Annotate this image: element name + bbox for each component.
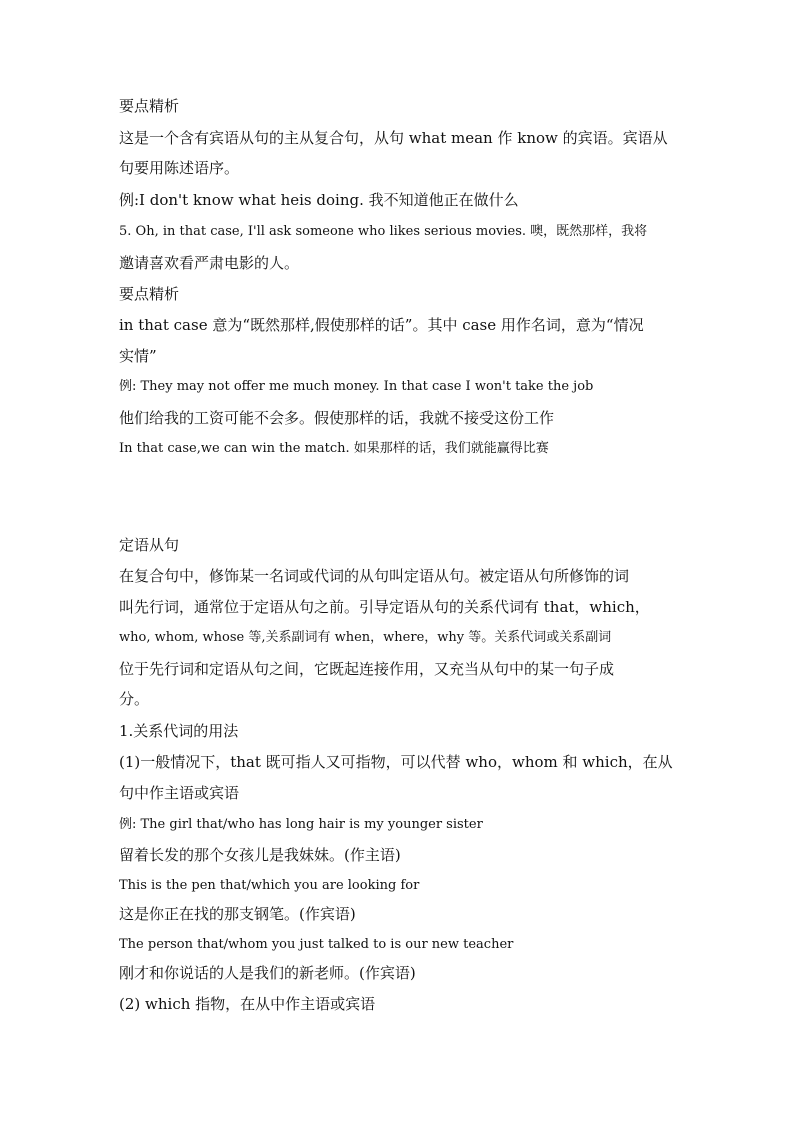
section-heading: 要点精析 <box>119 97 180 115</box>
paragraph-line: 位于先行词和定语从句之间，它既起连接作用，又充当从句中的某一句子成 <box>119 660 615 678</box>
example-sentence: In that case,we can win the match. 如果那样的话，我们就能赢得比赛 <box>119 441 549 456</box>
sentence-translation: 邀请喜欢看严肃电影的人。 <box>119 254 300 272</box>
paragraph-line: 分。 <box>119 690 150 708</box>
section-heading: 要点精析 <box>119 285 180 303</box>
point-line: (2) which 指物，在从中作主语或宾语 <box>119 995 376 1013</box>
paragraph-line: 实情” <box>119 347 157 365</box>
paragraph-line: 这是一个含有宾语从句的主从复合句，从句 what mean 作 know 的宾语。宾语从 <box>119 129 668 147</box>
paragraph-line: who, whom, whose 等,关系副词有 when，where，why 等。关系代词或关系副词 <box>119 630 612 645</box>
example-translation: 刚才和你说话的人是我们的新老师。(作宾语) <box>119 964 416 982</box>
example-sentence: 例:I don't know what heis doing. 我不知道他正在做什么 <box>119 191 519 209</box>
numbered-sentence: 5. Oh, in that case, I'll ask someone who likes serious movies. 噢，既然那样，我将 <box>119 224 648 239</box>
point-line: (1)一般情况下，that 既可指人又可指物，可以代替 who，whom 和 which，在从 <box>119 753 673 771</box>
example-sentence: The person that/whom you just talked to is our new teacher <box>119 937 514 952</box>
section-heading: 定语从句 <box>119 536 180 554</box>
subsection-heading: 1.关系代词的用法 <box>119 722 239 740</box>
example-sentence: 例: They may not offer me much money. In that case I won't take the job <box>119 379 594 394</box>
paragraph-line: in that case 意为“既然那样,假使那样的话”。其中 case 用作名词，意为“情况 <box>119 316 644 334</box>
example-translation: 他们给我的工资可能不会多。假使那样的话，我就不接受这份工作 <box>119 409 555 427</box>
example-sentence: This is the pen that/which you are looking for <box>119 878 420 893</box>
paragraph-line: 句要用陈述语序。 <box>119 159 240 177</box>
paragraph-line: 叫先行词，通常位于定语从句之前。引导定语从句的关系代词有 that，which， <box>119 598 650 616</box>
point-line: 句中作主语或宾语 <box>119 784 240 802</box>
example-translation: 留着长发的那个女孩儿是我妹妹。(作主语) <box>119 846 401 864</box>
paragraph-line: 在复合句中，修饰某一名词或代词的从句叫定语从句。被定语从句所修饰的词 <box>119 567 630 585</box>
example-translation: 这是你正在找的那支钢笔。(作宾语) <box>119 905 356 923</box>
example-sentence: 例: The girl that/who has long hair is my younger sister <box>119 817 483 832</box>
